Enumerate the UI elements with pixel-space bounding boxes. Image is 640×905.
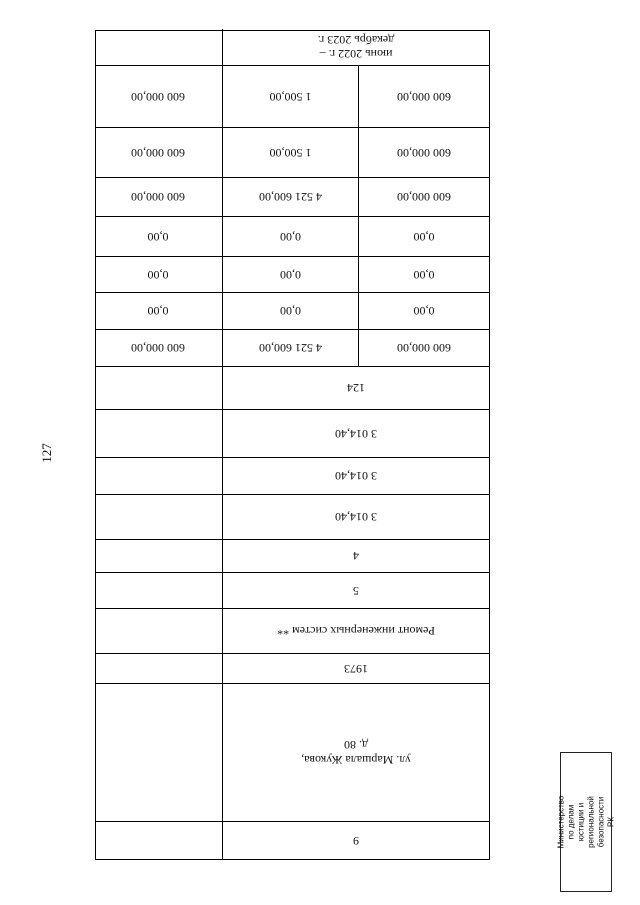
empty-cell — [94, 609, 223, 653]
count-5-cell: 5 — [353, 583, 359, 598]
table-row — [96, 257, 489, 293]
ministry-stamp — [556, 752, 616, 892]
count-4-cell: 4 — [353, 549, 359, 564]
value-cell: 600 000,00 — [397, 341, 451, 356]
value-cell: 0,00 — [94, 293, 223, 329]
value-cell: 1 500,00 — [223, 66, 359, 127]
value-cell: 0,00 — [223, 217, 359, 256]
value-cell: 0,00 — [413, 229, 435, 244]
table-row — [96, 217, 489, 257]
value-cell: 0,00 — [223, 293, 359, 329]
table-row — [96, 822, 489, 859]
stamp-text: Министерство по делам юстиции и региональной безопасности РК — [556, 795, 616, 849]
empty-cell — [94, 410, 223, 457]
work-type-cell: Ремонт инженерных систем ** — [277, 624, 435, 639]
address-cell: ул. Маршала Жукова, д. 80 — [301, 738, 411, 767]
table-row — [96, 410, 489, 458]
area-cell: 3 014,40 — [335, 510, 377, 525]
empty-cell — [94, 684, 223, 821]
value-cell: 600 000,00 — [94, 330, 223, 366]
value-cell: 600 000,00 — [94, 128, 223, 177]
page-number: 127 — [39, 443, 54, 463]
table-row — [96, 66, 489, 128]
empty-cell — [94, 367, 223, 409]
value-cell: 600 000,00 — [397, 190, 451, 205]
people-cell: 124 — [347, 381, 365, 396]
empty-cell — [94, 540, 223, 572]
empty-cell — [94, 822, 223, 859]
period-cell: июнь 2022 г. – декабрь 2023 г. — [317, 33, 395, 62]
value-cell: 0,00 — [413, 267, 435, 282]
table-row — [96, 293, 489, 330]
value-cell: 600 000,00 — [397, 145, 451, 160]
value-cell: 600 000,00 — [397, 89, 451, 104]
value-cell: 600 000,00 — [94, 178, 223, 216]
value-cell: 0,00 — [94, 217, 223, 256]
value-cell: 4 521 600,00 — [223, 330, 359, 366]
value-cell: 0,00 — [223, 257, 359, 292]
value-cell: 0,00 — [413, 304, 435, 319]
area-cell: 3 014,40 — [335, 426, 377, 441]
row-number-cell: 9 — [353, 833, 359, 848]
value-cell: 1 500,00 — [223, 128, 359, 177]
document-table — [95, 30, 490, 860]
empty-cell — [94, 495, 223, 539]
empty-cell — [94, 654, 223, 683]
table-row — [96, 367, 489, 410]
value-cell: 4 521 600,00 — [223, 178, 359, 216]
value-cell: 0,00 — [94, 257, 223, 292]
table-row — [96, 178, 489, 217]
table-row — [96, 654, 489, 684]
table-row — [96, 458, 489, 495]
table-row — [96, 609, 489, 654]
year-cell: 1973 — [344, 661, 368, 676]
value-cell: 600 000,00 — [94, 66, 223, 127]
table-row — [96, 684, 489, 822]
empty-cell — [94, 573, 223, 608]
area-cell: 3 014,40 — [335, 469, 377, 484]
table-row — [96, 573, 489, 609]
table-row — [96, 495, 489, 540]
table-row — [96, 128, 489, 178]
table-row — [96, 540, 489, 573]
empty-cell — [94, 29, 223, 65]
table-row — [96, 330, 489, 367]
table-row — [96, 29, 489, 66]
empty-cell — [94, 458, 223, 494]
